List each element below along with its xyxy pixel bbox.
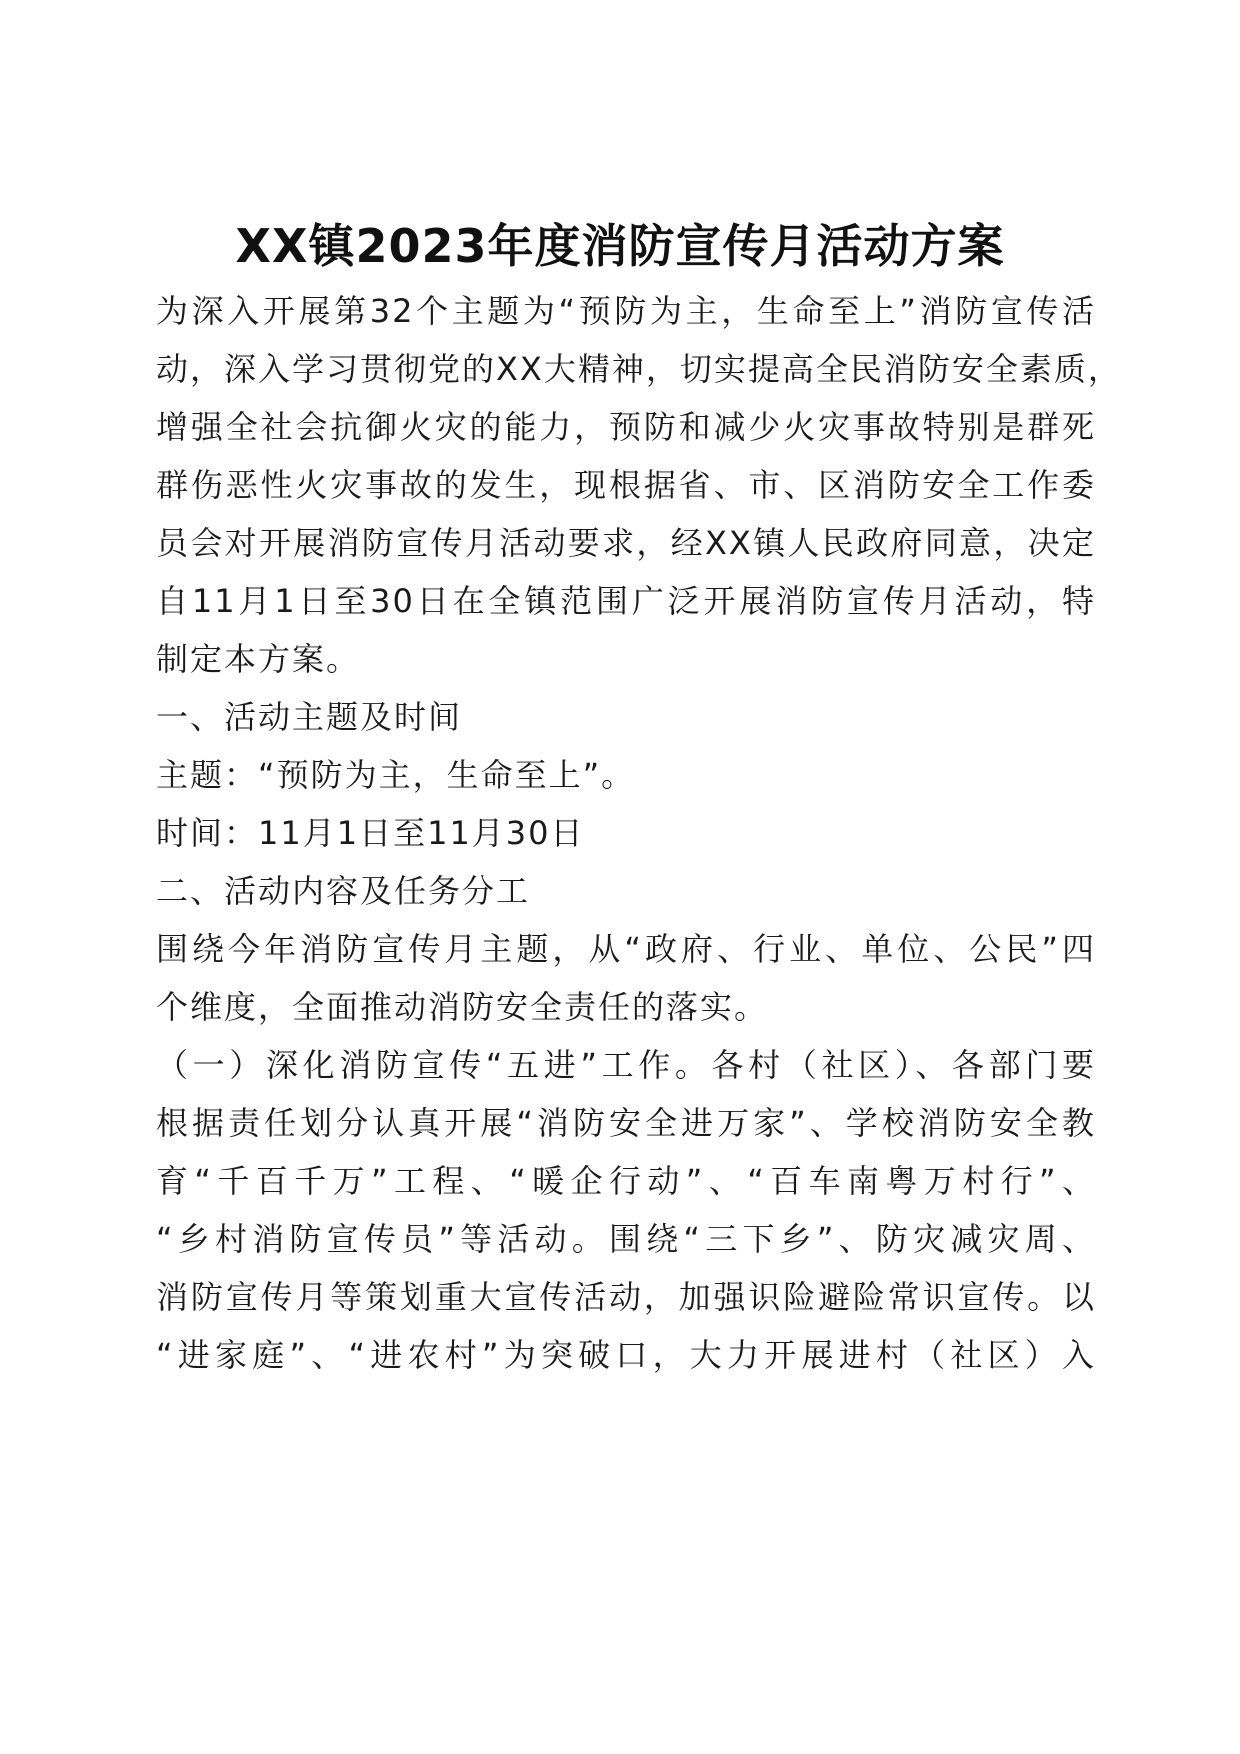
body-line-18: 消防宣传月等策划重大宣传活动，加强识险避险常识宣传。以 [156,1278,1096,1316]
body-line-5: 员会对开展消防宣传月活动要求，经XX镇人民政府同意，决定 [156,524,1096,562]
body-line-16: 育“千百千万”工程、“暖企行动”、“百车南粤万村行”、 [156,1162,1096,1200]
body-line-7: 制定本方案。 [156,640,361,678]
body-line-19: “进家庭”、“进农村”为突破口，大力开展进村（社区）入 [156,1336,1096,1374]
section-heading-2: 二、活动内容及任务分工 [156,872,531,910]
theme-line: 主题：“预防为主，生命至上”。 [156,756,636,794]
body-line-6: 自11月1日至30日在全镇范围广泛开展消防宣传月活动，特 [156,582,1096,620]
section-heading-1: 一、活动主题及时间 [156,698,463,736]
body-line-13: 个维度，全面推动消防安全责任的落实。 [156,988,769,1026]
body-line-1: 为深入开展第32个主题为“预防为主，生命至上”消防宣传活 [156,292,1096,330]
body-line-14: （一）深化消防宣传“五进”工作。各村（社区）、各部门要 [156,1046,1096,1084]
body-line-2: 动，深入学习贯彻党的XX大精神，切实提高全民消防安全素质， [156,350,1122,388]
time-line: 时间：11月1日至11月30日 [156,814,585,852]
body-line-15: 根据责任划分认真开展“消防安全进万家”、学校消防安全教 [156,1104,1096,1142]
body-line-12: 围绕今年消防宣传月主题，从“政府、行业、单位、公民”四 [156,930,1096,968]
body-line-3: 增强全社会抗御火灾的能力，预防和减少火灾事故特别是群死 [156,408,1096,446]
body-line-17: “乡村消防宣传员”等活动。围绕“三下乡”、防灾减灾周、 [156,1220,1096,1258]
document-title: XX镇2023年度消防宣传月活动方案 [235,219,1005,273]
body-line-4: 群伤恶性火灾事故的发生，现根据省、市、区消防安全工作委 [156,466,1096,504]
